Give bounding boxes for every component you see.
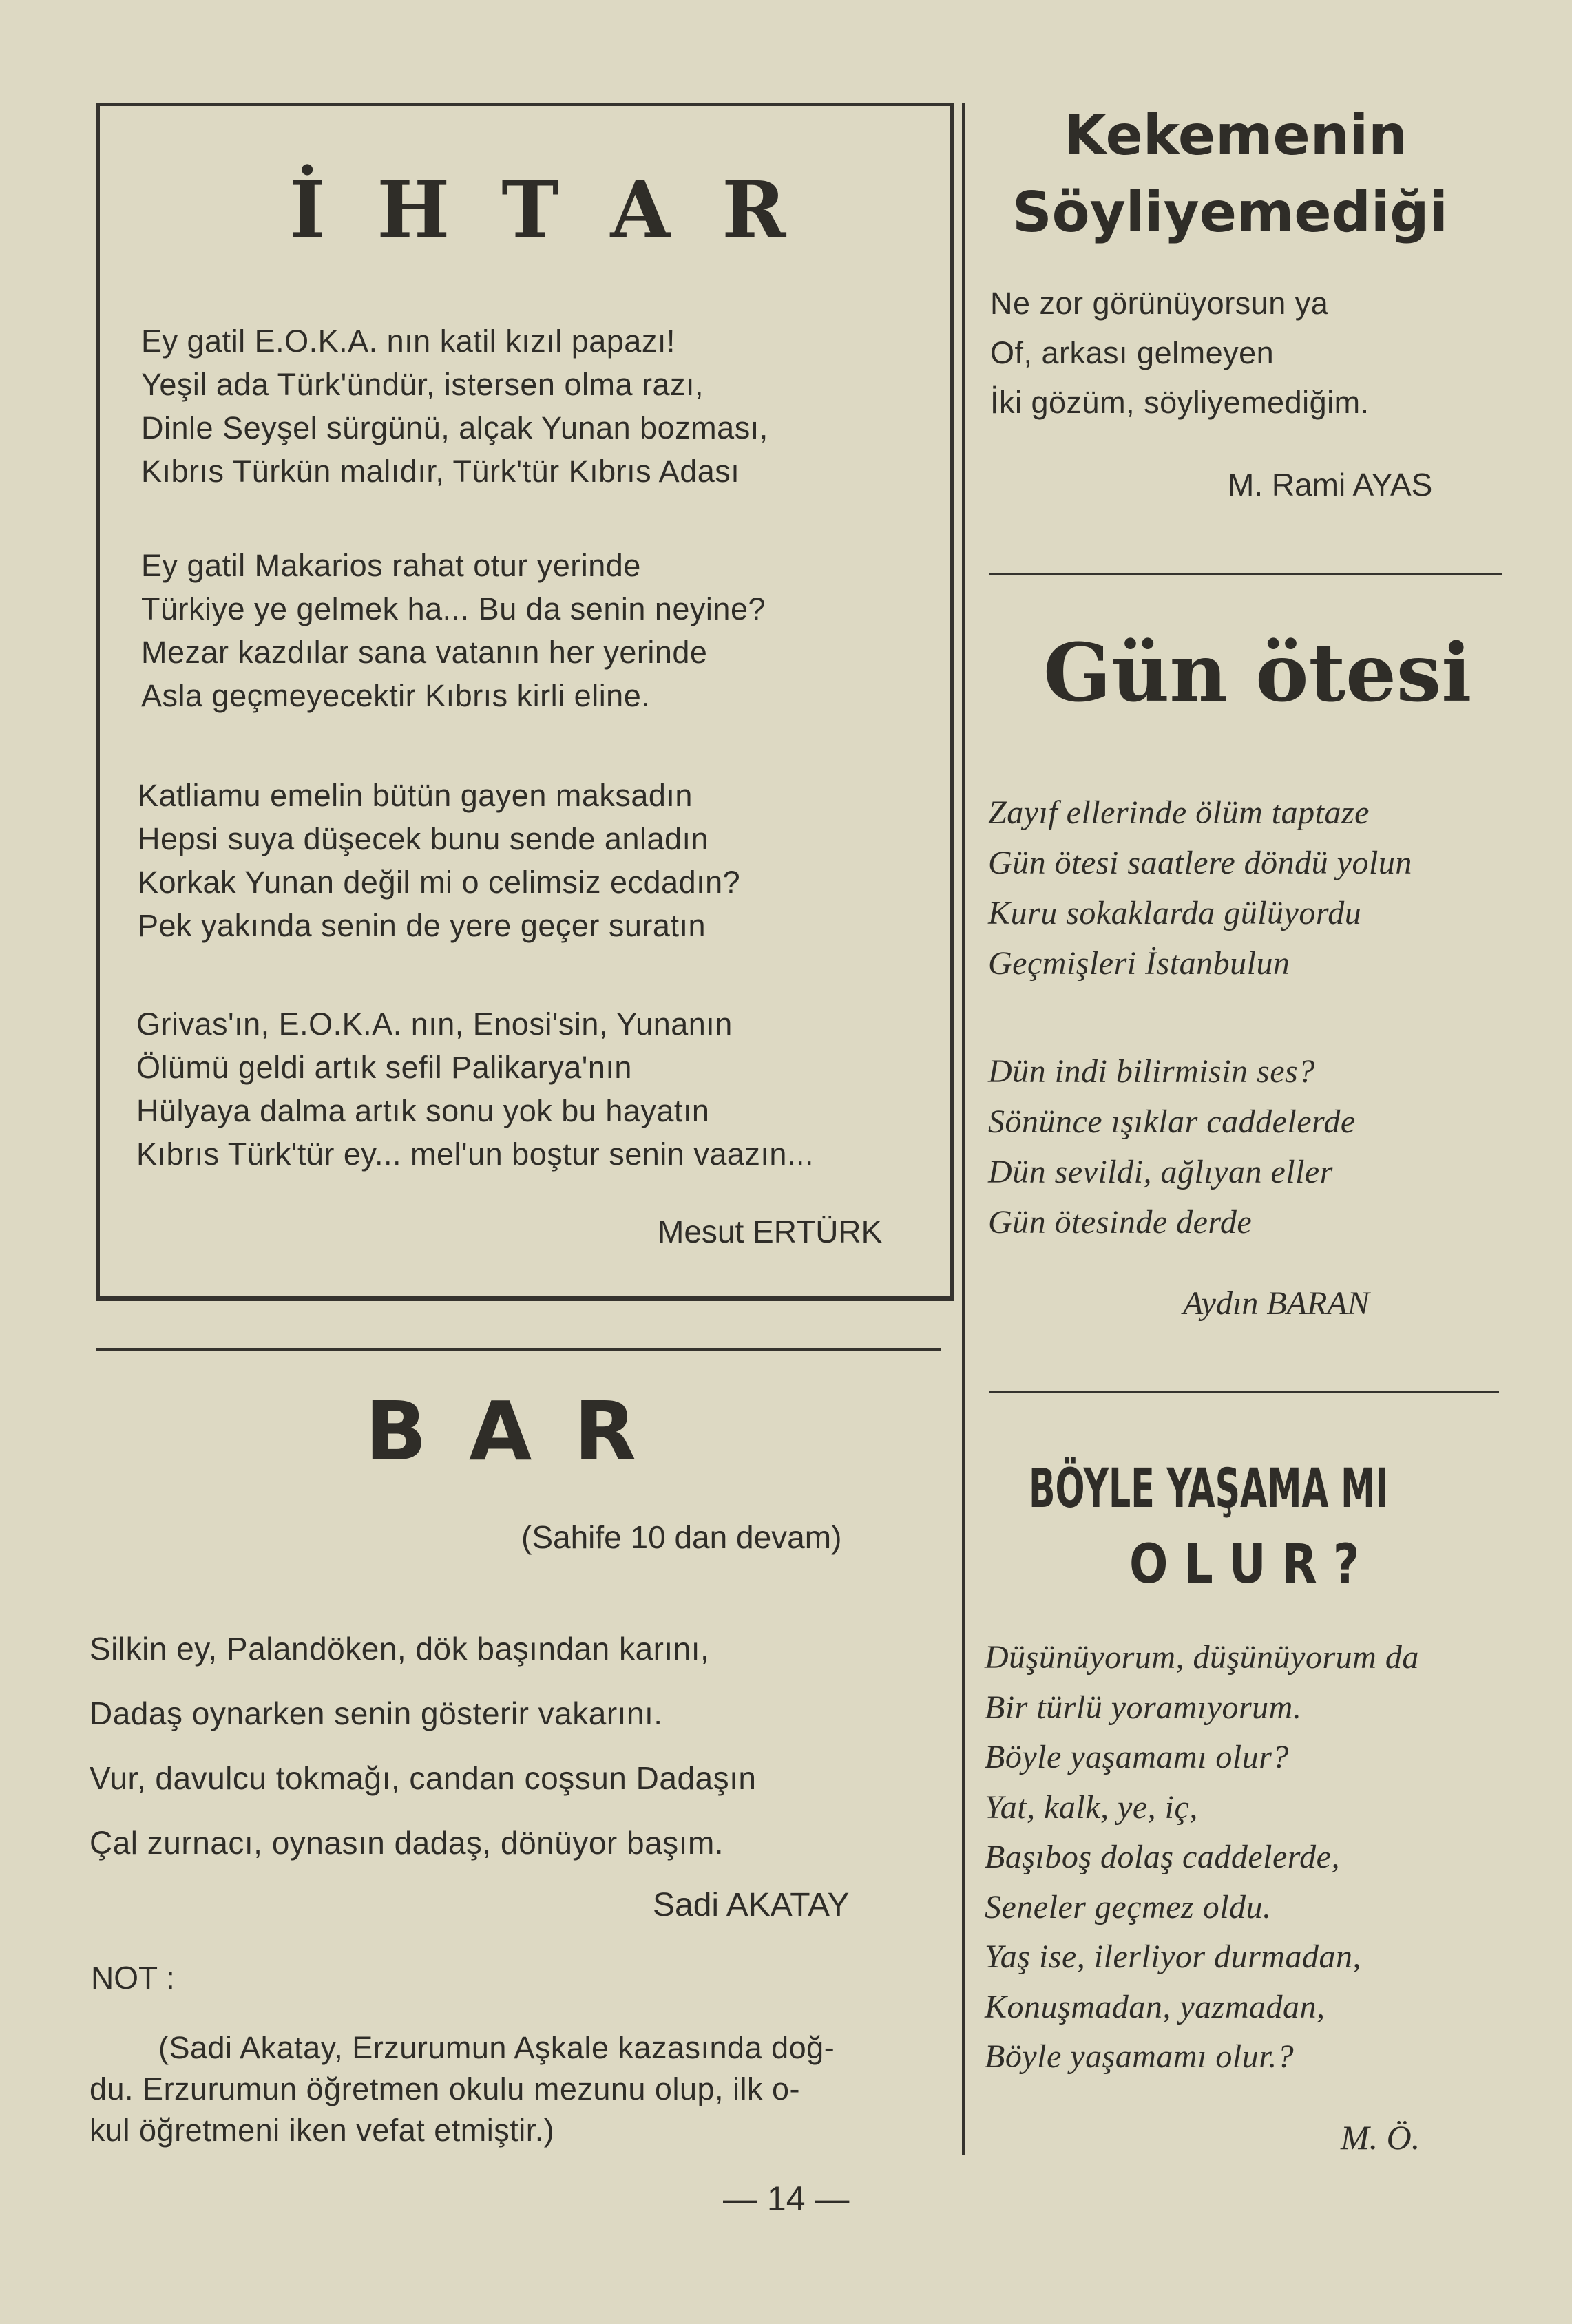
verse-line: Çal zurnacı, oynasın dadaş, dönüyor başım. [90, 1825, 724, 1861]
verse-line: Böyle yaşamamı olur.? [985, 2038, 1295, 2075]
kekemenin-verse [990, 279, 1370, 427]
verse-line: Yaş ise, ilerliyor durmadan, [985, 1939, 1361, 1975]
verse-line: Dün indi bilirmisin ses? [988, 1053, 1315, 1090]
note-line: (Sadi Akatay, Erzurumun Aşkale kazasında doğ- [158, 2030, 835, 2065]
bar-verse [90, 1616, 756, 1875]
bar-author: Sadi AKATAY [653, 1887, 850, 1923]
verse-line: Sönünce ışıklar caddelerde [988, 1103, 1356, 1140]
column-divider [962, 103, 965, 2155]
verse-line: Dadaş oynarken senin gösterir vakarını. [90, 1696, 663, 1731]
verse-line: Korkak Yunan değil mi o celimsiz ecdadın? [138, 865, 741, 900]
kekemenin-bottom-rule [989, 573, 1502, 575]
verse-line: Kuru sokaklarda gülüyordu [988, 895, 1362, 931]
gun-otesi-bottom-rule [989, 1391, 1499, 1393]
gun-otesi-title: Gün ötesi [1043, 626, 1472, 720]
bar-note-label: NOT : [91, 1960, 175, 1996]
verse-line: Yat, kalk, ye, iç, [985, 1788, 1198, 1826]
verse-line: Ölümü geldi artık sefil Palikarya'nın [136, 1050, 632, 1085]
verse-line: Geçmişleri İstanbulun [988, 945, 1290, 982]
note-line: kul öğretmeni iken vefat etmiştir.) [90, 2113, 555, 2148]
verse-line: Hepsi suya düşecek bunu sende anladın [138, 821, 709, 856]
ihtar-stanza-4 [136, 1002, 814, 1176]
bar-note [90, 2027, 835, 2151]
verse-line: Asla geçmeyecektir Kıbrıs kirli eline. [141, 678, 651, 713]
ihtar-title: İ H T A R [289, 165, 799, 255]
verse-line: Mezar kazdılar sana vatanın her yerinde [141, 635, 708, 670]
gun-otesi-stanza-1 [988, 788, 1412, 989]
boyle-verse [985, 1633, 1419, 2082]
ihtar-stanza-2 [141, 544, 766, 717]
verse-line: Konuşmadan, yazmadan, [985, 1988, 1325, 2025]
verse-line: Ne zor görünüyorsun ya [990, 286, 1329, 321]
verse-line: Of, arkası gelmeyen [990, 335, 1275, 370]
verse-line: Ey gatil Makarios rahat otur yerinde [141, 548, 641, 583]
verse-line: Dinle Seyşel sürgünü, alçak Yunan bozması, [141, 410, 768, 445]
verse-line: Seneler geçmez oldu. [985, 1888, 1272, 1925]
verse-line: Böyle yaşamamı olur? [985, 1739, 1289, 1775]
boyle-title-line1: BÖYLE YAŞAMA MI [1029, 1458, 1389, 1520]
verse-line: Düşünüyorum, düşünüyorum da [985, 1639, 1419, 1676]
ihtar-stanza-3 [138, 774, 740, 947]
verse-line: Ey gatil E.O.K.A. nın katil kızıl papazı! [141, 324, 675, 359]
note-line: du. Erzurumun öğretmen okulu mezunu olup, ilk o- [90, 2071, 801, 2106]
verse-line: Dün sevildi, ağlıyan eller [988, 1154, 1333, 1190]
gun-otesi-author: Aydın BARAN [1183, 1285, 1370, 1322]
kekemenin-author: M. Rami AYAS [1228, 467, 1433, 503]
verse-line: Pek yakında senin de yere geçer suratın [138, 908, 706, 943]
verse-line: Silkin ey, Palandöken, dök başından karını, [90, 1631, 710, 1667]
verse-line: Hülyaya dalma artık sonu yok bu hayatın [136, 1093, 710, 1128]
verse-line: Yeşil ada Türk'ündür, istersen olma razı, [141, 367, 704, 402]
kekemenin-title-line2: Söyliyemediği [1012, 180, 1448, 244]
verse-line: Başıboş dolaş caddelerde, [985, 1839, 1340, 1875]
ihtar-stanza-1 [141, 319, 768, 493]
verse-line: Kıbrıs Türkün malıdır, Türk'tür Kıbrıs Adası [141, 454, 740, 489]
verse-line: Grivas'ın, E.O.K.A. nın, Enosi'sin, Yunanın [136, 1006, 733, 1042]
verse-line: Kıbrıs Türk'tür ey... mel'un boştur senin vaazın... [136, 1137, 814, 1172]
verse-line: Gün ötesi saatlere döndü yolun [988, 845, 1412, 881]
verse-line: Gün ötesinde derde [988, 1204, 1253, 1240]
verse-line: İki gözüm, söyliyemediğim. [990, 385, 1370, 420]
ihtar-author: Mesut ERTÜRK [658, 1214, 883, 1249]
verse-line: Zayıf ellerinde ölüm taptaze [988, 794, 1370, 831]
bar-top-rule [96, 1348, 941, 1351]
page-number: — 14 — [723, 2179, 850, 2218]
boyle-title-line2: O L U R ? [1129, 1534, 1360, 1596]
verse-line: Vur, davulcu tokmağı, candan coşsun Dadaşın [90, 1760, 757, 1796]
boyle-author: M. Ö. [1341, 2118, 1421, 2157]
verse-line: Bir türlü yoramıyorum. [985, 1689, 1302, 1726]
bar-continuation: (Sahife 10 dan devam) [521, 1519, 842, 1555]
bar-title: B A R [365, 1384, 644, 1479]
verse-line: Katliamu emelin bütün gayen maksadın [138, 778, 693, 813]
kekemenin-title-line1: Kekemenin [1064, 103, 1408, 167]
gun-otesi-stanza-2 [988, 1046, 1356, 1247]
verse-line: Türkiye ye gelmek ha... Bu da senin neyine? [141, 591, 766, 626]
